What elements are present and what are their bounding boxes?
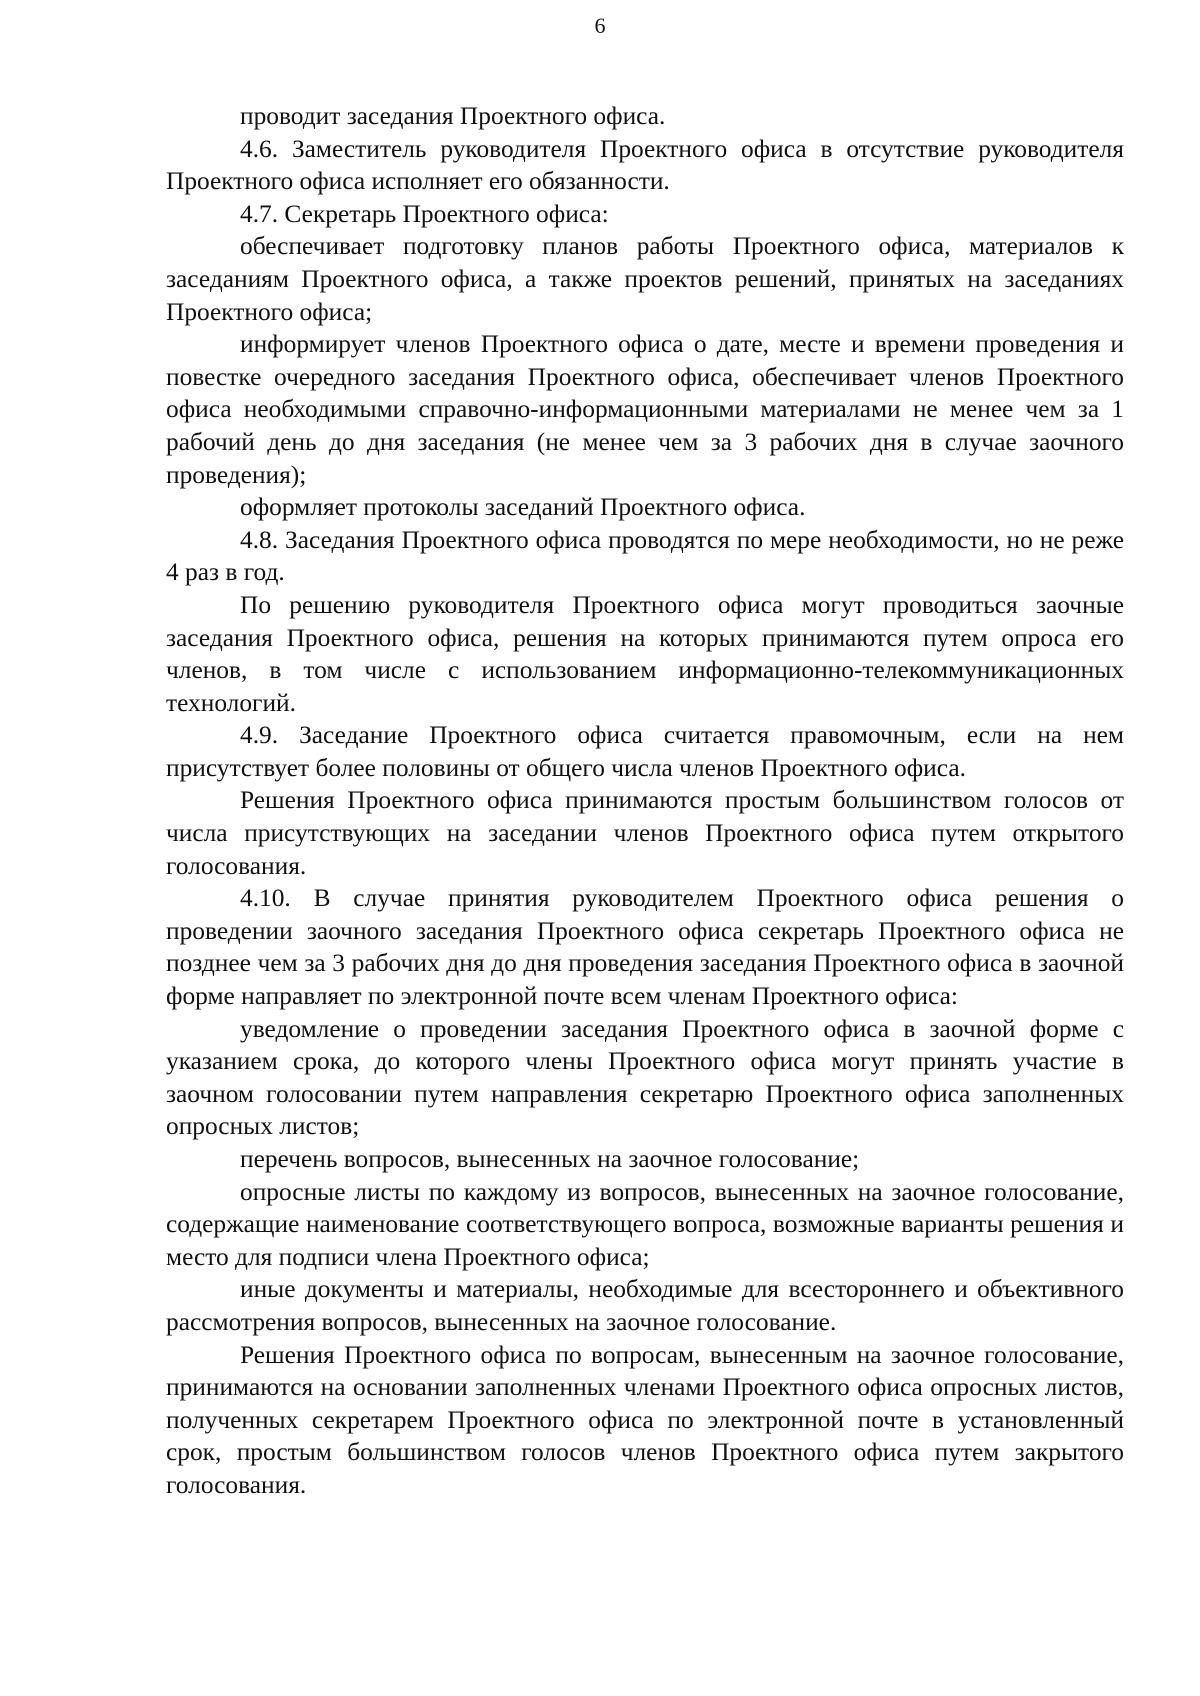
paragraph: Решения Проектного офиса принимаются простым большинством голосов от числа присутствующих на заседании членов Проектного офиса путем открытого голосования.: [166, 786, 1124, 880]
paragraph: 4.10. В случае принятия руководителем Проектного офиса решения о проведении заочного заседания Проектного офиса секретарь Проектного офиса не позднее чем за 3 рабочих дня до дня проведения заседания Проектного офиса в заочной форме направляет по электронной почте всем членам Проектного офиса:: [166, 884, 1124, 1011]
paragraph: иные документы и материалы, необходимые для всестороннего и объективного рассмотрения вопросов, вынесенных на заочное голосование.: [166, 1275, 1124, 1336]
paragraph: перечень вопросов, вынесенных на заочное голосование;: [240, 1145, 860, 1173]
paragraph: 4.6. Заместитель руководителя Проектного офиса в отсутствие руководителя Проектного офиса исполняет его обязанности.: [166, 134, 1124, 196]
paragraph: обеспечивает подготовку планов работы Проектного офиса, материалов к заседаниям Проектного офиса, а также проектов решений, принятых на заседаниях Проектного офиса;: [166, 232, 1124, 326]
document-body: [166, 100, 1124, 1502]
paragraph: 4.7. Секретарь Проектного офиса:: [240, 199, 609, 228]
paragraph: уведомление о проведении заседания Проектного офиса в заочной форме с указанием срока, до которого члены Проектного офиса могут принять участие в заочном голосовании путем направления секретарю Проектного офиса заполненных опросных листов;: [166, 1014, 1124, 1141]
paragraph: 4.8. Заседания Проектного офиса проводятся по мере необходимости, но не реже 4 раз в год.: [166, 525, 1124, 587]
paragraph: проводит заседания Проектного офиса.: [240, 102, 666, 130]
paragraph: 4.9. Заседание Проектного офиса считается правомочным, если на нем присутствует более половины от общего числа членов Проектного офиса.: [166, 721, 1124, 782]
paragraph: По решению руководителя Проектного офиса могут проводиться заочные заседания Проектного офиса, решения на которых принимаются путем опроса его членов, в том числе с использованием информационно-телекоммуникационных технологий.: [166, 590, 1124, 717]
page-number: 6: [594, 13, 606, 38]
paragraph: опросные листы по каждому из вопросов, вынесенных на заочное голосование, содержащие наименование соответствующего вопроса, возможные варианты решения и место для подписи члена Проектного офиса;: [166, 1177, 1124, 1271]
paragraph: информирует членов Проектного офиса о дате, месте и времени проведения и повестке очередного заседания Проектного офиса, обеспечивает членов Проектного офиса необходимыми справочно-информационными материалами не менее чем за 1 рабочий день до дня заседания (не менее чем за 3 рабочих дня в случае заочного проведения);: [166, 330, 1124, 489]
paragraph: оформляет протоколы заседаний Проектного офиса.: [240, 493, 806, 522]
paragraph: Решения Проектного офиса по вопросам, вынесенным на заочное голосование, принимаются на основании заполненных членами Проектного офиса опросных листов, полученных секретарем Проектного офиса по электронной почте в установленный срок, простым большинством голосов членов Проектного офиса путем закрытого голосования.: [166, 1340, 1124, 1499]
